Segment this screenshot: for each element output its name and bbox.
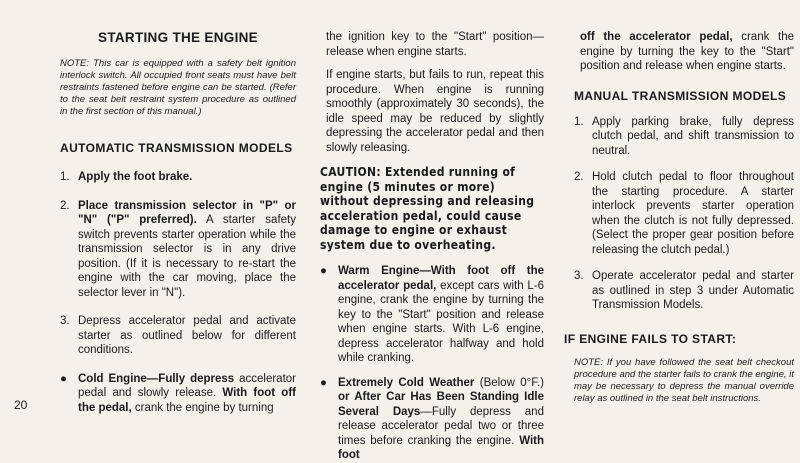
- extremely-cold-item: [320, 376, 544, 463]
- bullet-icon: ●: [320, 376, 327, 389]
- item-bold: With foot off the pedal,: [78, 387, 296, 414]
- cold-engine-continued: the ignition key to the "Start" position—release when engine starts.: [326, 31, 544, 58]
- step-text: Apply parking brake, fully depress clutch pedal, and shift transmission to neutral.: [592, 115, 794, 157]
- heading-engine-fails: IF ENGINE FAILS TO START:: [564, 331, 737, 346]
- step-number: 1.: [60, 171, 70, 183]
- extremely-cold-continued: [574, 30, 794, 74]
- column-2: [320, 0, 544, 463]
- caution-text: CAUTION: Extended running of engine (5 minutes or more) without depressing and releasing acceleration pedal, could cause damage to engine or exhaust system due to overheating.: [320, 165, 535, 252]
- item-text: crank the engine by turning: [131, 401, 274, 414]
- step-number: 2.: [60, 199, 70, 212]
- item-bold: Extremely Cold Weather: [338, 376, 475, 389]
- step-text: Hold clutch pedal to floor throughout the starting procedure. A starter interlock prevents starter operation when the clutch is not fully depressed. (Select the proper gear position before releasing the clutch pedal.): [592, 171, 794, 256]
- manual-step-1: [574, 115, 794, 159]
- seat-belt-note: NOTE: This car is equipped with a safety belt ignition interlock switch. All occupied front seats must have belt restraints fastened before engine can be started. (Refer to the seat belt restraint system procedure as outlined in the first section of this manual.): [60, 58, 296, 117]
- auto-step-3: [60, 314, 296, 358]
- step-text: A starter safety switch prevents starter operation while the transmission selector is in any drive position. (If it is necessary to re-start the engine with the car moving, place the selector lever in "N").: [78, 214, 296, 299]
- restart-paragraph: If engine starts, but fails to run, repeat this procedure. When engine is running smoothly (approximately 30 seconds), the idle speed may be reduced by slightly depressing the accelerator pedal and then slowly releasing.: [326, 69, 544, 154]
- item-bold: Warm Engine—With foot off the accelerator pedal,: [338, 265, 544, 292]
- cold-engine-item: [60, 372, 296, 416]
- heading-automatic-transmission: AUTOMATIC TRANSMISSION MODELS: [60, 141, 293, 155]
- step-text: Operate accelerator pedal and starter as outlined in step 3 under Automatic Transmission Models.: [592, 270, 794, 311]
- step-number: 3.: [574, 270, 584, 282]
- step-text-bold: Place transmission selector in "P" or "N" ("P" preferred).: [78, 199, 296, 226]
- warm-engine-item: [320, 264, 544, 366]
- step-number: 2.: [574, 171, 584, 183]
- step-text: Apply the foot brake.: [78, 171, 193, 183]
- step-text: Depress accelerator pedal and activate starter as outlined below for different conditions.: [78, 315, 296, 356]
- item-bold: or After Car Has Been Standing Idle Several Days: [338, 391, 544, 418]
- manual-step-2: [574, 170, 794, 257]
- item-bold: With foot: [338, 434, 544, 461]
- item-text: except cars with L-6 engine, crank the engine by turning the key to the "Start" position and release when engine starts. With L-6 engine, depress accelerator halfway and hold while cranking.: [338, 279, 544, 364]
- column-3: [564, 0, 795, 405]
- column-1: [60, 0, 296, 415]
- page-number: 20: [14, 398, 28, 412]
- bullet-icon: ●: [60, 372, 67, 385]
- item-text: —Fully depress and release accelerator pedal two or three times before cranking the engine.: [338, 405, 544, 447]
- item-bold: Cold Engine—Fully depress: [78, 372, 235, 385]
- auto-step-1: [60, 170, 296, 185]
- fail-note: NOTE: If you have followed the seat belt checkout procedure and the starter fails to crank the engine, it may be necessary to depress the manual override relay as outlined in the seat belt instructions.: [574, 356, 794, 404]
- heading-manual-transmission: MANUAL TRANSMISSION MODELS: [574, 88, 787, 103]
- item-text: accelerator pedal and slowly release.: [78, 372, 296, 399]
- section-title-starting-engine: STARTING THE ENGINE: [98, 30, 258, 45]
- bullet-icon: ●: [320, 265, 327, 277]
- auto-step-2: [60, 199, 296, 301]
- manual-step-3: [574, 269, 794, 313]
- step-number: 1.: [574, 115, 584, 128]
- item-bold: off the accelerator pedal,: [580, 31, 733, 43]
- step-number: 3.: [60, 315, 70, 327]
- item-text: crank the engine by turning the key to the "Start" position and release when engine starts.: [580, 31, 795, 72]
- item-text: (Below 0°F.): [474, 376, 544, 389]
